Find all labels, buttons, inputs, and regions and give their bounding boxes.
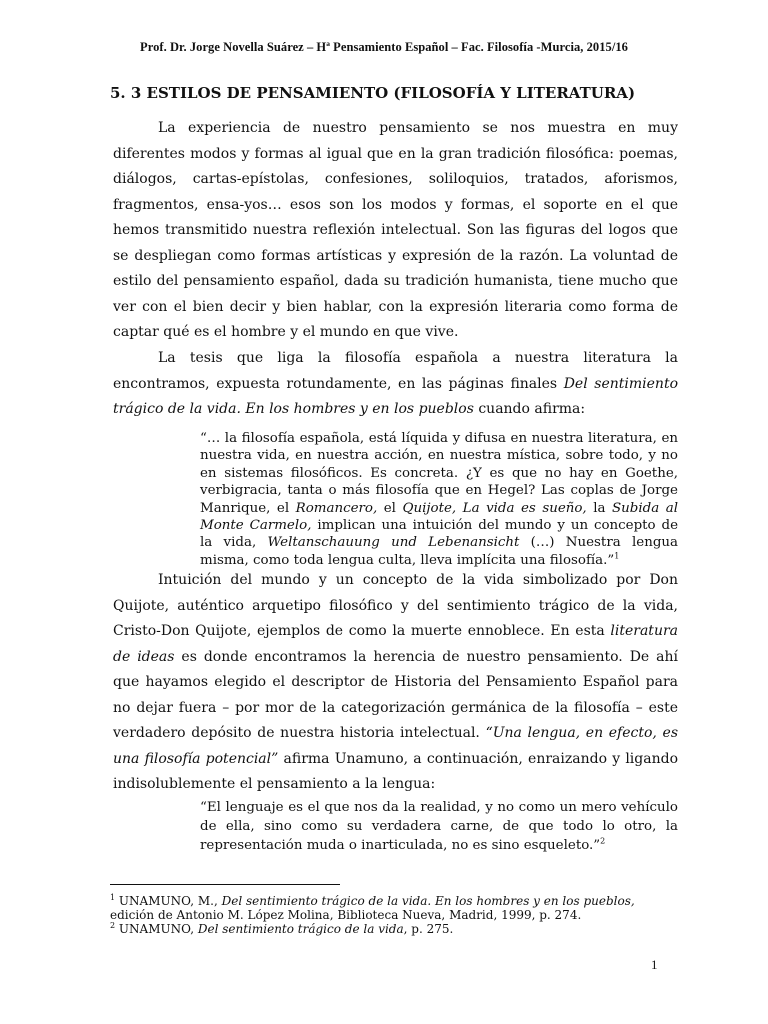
paragraph-2-text: La tesis que liga la filosofía española a nuestra literatura la encontramos, expuesta rotundamente, en las páginas finales bbox=[113, 350, 678, 392]
paragraph-3 bbox=[113, 568, 678, 798]
paragraph-1 bbox=[113, 116, 678, 346]
quote-1-text: implican una intuición del mundo y un concepto de la vida, bbox=[200, 518, 678, 551]
paragraph-1-text: La experiencia de nuestro pensamiento se nos muestra en muy diferentes modos y formas al igual que en la gran tradición filosófica: poemas, diálogos, cartas-epístolas, confesiones, soliloquios, tratados, aforismos, fragmentos, ensa-yos… esos son los modos y formas, el soporte en el que hemos transmitido nuestra reflexión intelectual. Son las figuras del logos que se despliegan como formas artísticas y expresión de la razón. La voluntad de estilo del pensamiento español, dada su tradición humanista, tiene mucho que ver con el bien decir y bien hablar, con la expresión literaria como forma de captar qué es el hombre y el mundo en que vive. bbox=[113, 120, 678, 340]
quote-1-italic: Subida al Monte Carmelo, bbox=[200, 500, 678, 534]
quote-1-italic: Romancero, bbox=[295, 500, 378, 516]
book-title: Del sentimiento trágico de la vida. En los hombres y en los pueblos bbox=[113, 375, 678, 417]
footnotes bbox=[110, 894, 680, 937]
footnote-number: 2 bbox=[110, 921, 116, 931]
paragraph-3-quote: “Una lengua, en efecto, es una filosofía potencial” bbox=[113, 725, 679, 767]
paragraph-3-text: Intuición del mundo y un concepto de la vida simbolizado por Don Quijote, auténtico arquetipo filosófico y del sentimiento trágico de la vida, Cristo-Don Quijote, ejemplos de como la muerte ennoblece. En esta bbox=[113, 572, 678, 639]
block-quote-2 bbox=[200, 798, 678, 855]
quote-1-text: la bbox=[586, 500, 612, 516]
paragraph-3-italic: literatura de ideas bbox=[113, 623, 678, 665]
block-quote-1 bbox=[200, 430, 678, 569]
footnote-2 bbox=[110, 922, 680, 936]
footnote-title: Del sentimiento trágico de la vida. En los hombres y en los pueblos, bbox=[221, 894, 635, 908]
quote-1-text: “… la filosofía española, está líquida y difusa en nuestra literatura, en nuestra vida, en nuestra acción, en nuestra mística, sobre todo, y no en sistemas filosóficos. Es concreta. ¿Y es que no hay en Goethe, verbigracia, tanta o más filosofía que en Hegel? Las coplas de Jorge Manrique, el bbox=[200, 431, 678, 516]
quote-2-text: “El lenguaje es el que nos da la realidad, y no como un mero vehículo de ella, sino como su verdadera carne, de que todo lo otro, la representación muda o inarticulada, no es sino esqueleto.” bbox=[200, 800, 678, 853]
footnote-ref-1: 1 bbox=[614, 551, 620, 561]
footnote-number: 1 bbox=[110, 893, 116, 902]
quote-1-text: (…) Nuestra lengua misma, como toda lengua culta, lleva implícita una filosofía.” bbox=[200, 535, 678, 568]
footnote-text: UNAMUNO, M., bbox=[115, 894, 222, 908]
section-title: 5. 3 ESTILOS DE PENSAMIENTO (FILOSOFÍA Y LITERATURA) bbox=[110, 84, 636, 102]
footnote-1 bbox=[110, 894, 680, 922]
paragraph-2 bbox=[113, 346, 678, 423]
running-header: Prof. Dr. Jorge Novella Suárez – Hª Pensamiento Español – Fac. Filosofía -Murcia, 2015/16 bbox=[140, 40, 628, 54]
footnote-text: edición de Antonio M. López Molina, Biblioteca Nueva, Madrid, 1999, p. 274. bbox=[110, 908, 582, 923]
page-number: 1 bbox=[651, 957, 658, 972]
footnote-separator bbox=[110, 884, 340, 885]
footnote-ref-2: 2 bbox=[600, 836, 606, 846]
quote-1-italic: Quijote, La vida es sueño, bbox=[402, 500, 587, 516]
paragraph-2-text-end: cuando afirma: bbox=[473, 401, 586, 417]
footnote-title: Del sentimiento trágico de la vida bbox=[197, 922, 404, 937]
paragraph-3-text: afirma Unamuno, a continuación, enraizando y ligando indisolublemente el pensamiento a la lengua: bbox=[113, 750, 679, 792]
quote-1-text: el bbox=[377, 500, 403, 516]
footnote-text: UNAMUNO, bbox=[115, 922, 198, 937]
footnote-text: , p. 275. bbox=[403, 922, 454, 937]
paragraph-3-text: es donde encontramos la herencia de nuestro pensamiento. De ahí que hayamos elegido el descriptor de Historia del Pensamiento Español para no dejar fuera – por mor de la categorización germánica de la filosofía – este verdadero depósito de nuestra historia intelectual. bbox=[113, 648, 679, 741]
quote-1-italic: Weltanschauung und Lebenansicht bbox=[267, 535, 520, 551]
